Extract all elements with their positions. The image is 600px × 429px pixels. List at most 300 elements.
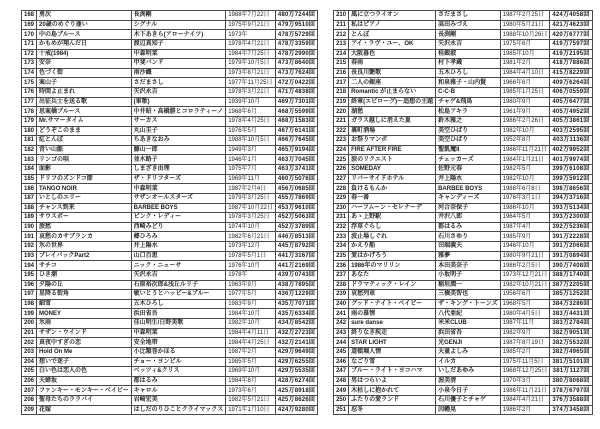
table-row (22, 242, 318, 252)
count-cell: 387万2205回 (550, 280, 592, 290)
title-cell: 大阪暮色 (349, 49, 436, 59)
rank-cell: 215 (334, 59, 349, 69)
rank-cell: 201 (22, 328, 37, 338)
table-row (22, 49, 318, 59)
table-row (334, 357, 592, 367)
date-cell: 1980年5月21日 (500, 20, 550, 30)
date-cell: 1982年10月 (226, 319, 276, 329)
date-cell: 1949年3月 (226, 145, 276, 155)
count-cell: 441万3167回 (275, 251, 317, 261)
artist-cell: 聖飢魔II (436, 145, 501, 155)
table-row (22, 270, 318, 280)
title-cell: チャンス到来 (37, 203, 132, 213)
table-row (22, 39, 318, 49)
table-row (334, 319, 592, 329)
rank-cell: 212 (334, 30, 349, 40)
count-cell: 478万5729回 (275, 30, 317, 40)
artist-cell: 井上陽水 (436, 174, 501, 184)
rank-cell: 248 (334, 376, 349, 386)
count-cell: 472万0422回 (275, 78, 317, 88)
table-row (334, 88, 592, 98)
title-cell: いとしのエリー (37, 193, 132, 203)
rank-cell: 230 (334, 203, 349, 213)
table-row (22, 155, 318, 165)
date-cell: 1987年2月 (226, 347, 276, 357)
table-row (334, 309, 592, 319)
table-row (22, 107, 318, 117)
title-cell: 星降る街角 (37, 290, 132, 300)
title-cell: 長良川艶歌 (349, 68, 436, 78)
count-cell: 429万6255回 (275, 357, 317, 367)
rank-cell: 187 (22, 193, 37, 203)
artist-cell: ザ・ドリフターズ (131, 174, 226, 184)
table-row (334, 290, 592, 300)
rank-cell: 246 (334, 357, 349, 367)
rank-cell: 186 (22, 184, 37, 194)
date-cell: 1988年7月22日 (226, 11, 276, 21)
artist-cell: 五木ひろし (131, 299, 226, 309)
rank-cell: 189 (22, 213, 37, 223)
artist-cell: 石原裕次郎&浅丘ルリ子 (131, 280, 226, 290)
table-row (334, 347, 592, 357)
title-cell: 夕陽の丘 (37, 280, 132, 290)
date-cell: 1988年10月26日 (500, 30, 550, 40)
artist-cell: 佐野元春 (436, 165, 501, 175)
count-cell: 478万3359回 (275, 39, 317, 49)
date-cell: 1987年4月 (500, 222, 550, 232)
table-row (22, 232, 318, 242)
table-row (22, 396, 318, 406)
artist-cell: 浜田省吾 (436, 328, 501, 338)
table-row (22, 116, 318, 126)
title-cell: とんぼ (349, 30, 436, 40)
date-cell: 1976年3月1日 (500, 193, 550, 203)
table-row (22, 376, 318, 386)
title-cell: 風に立つライオン (349, 11, 436, 21)
rank-cell: 231 (334, 213, 349, 223)
rank-cell: 184 (22, 165, 37, 175)
title-cell: sure danse (349, 319, 436, 329)
rank-cell: 236 (334, 261, 349, 271)
title-cell: 想いで迷子 (37, 357, 132, 367)
rank-cell: 174 (22, 68, 37, 78)
count-cell: 376万3588回 (550, 396, 592, 406)
date-cell: 1968年12月25日 (500, 367, 550, 377)
count-cell: 384万3286回 (550, 299, 592, 309)
count-cell: 478万2990回 (275, 49, 317, 59)
title-cell: 氷の世界 (37, 242, 132, 252)
count-cell: 378万6797回 (550, 386, 592, 396)
count-cell: 392万5236回 (550, 222, 592, 232)
table-row (334, 165, 592, 175)
artist-cell: BARBEE BOYS (131, 203, 226, 213)
title-cell: 哀愁のカサブランカ (37, 232, 132, 242)
count-cell: 435万7071回 (275, 299, 317, 309)
date-cell: 1982年10月 (500, 174, 550, 184)
title-cell: 勇次 (37, 11, 132, 21)
title-cell: 愛はかげろう (349, 251, 436, 261)
rank-cell: 208 (22, 396, 37, 406)
date-cell: 1974年10月 (226, 222, 276, 232)
date-cell: 1978年 (226, 270, 276, 280)
table-row (22, 11, 318, 21)
artist-cell: 並木路子 (131, 155, 226, 165)
artist-cell: 西崎みどり (131, 222, 226, 232)
ranking-table-right (333, 10, 592, 415)
date-cell: 1980年9月21日 (500, 251, 550, 261)
count-cell: 468万5599回 (275, 107, 317, 117)
count-cell: 382万9051回 (550, 328, 592, 338)
rank-cell: 204 (22, 357, 37, 367)
artist-cell: チャゲ&飛鳥 (436, 97, 501, 107)
date-cell: 1980年9月 (500, 97, 550, 107)
date-cell: 1987年2月25日 (500, 11, 550, 21)
date-cell: 1981年2月 (500, 59, 550, 69)
artist-cell: シグナル (131, 20, 226, 30)
rank-cell: 191 (22, 232, 37, 242)
title-cell: 男はつらいよ (349, 376, 436, 386)
rank-cell: 179 (22, 116, 37, 126)
count-cell: 399万5912回 (550, 174, 592, 184)
artist-cell: 八代亜紀 (436, 309, 501, 319)
table-row (22, 338, 318, 348)
rank-cell: 241 (334, 309, 349, 319)
table-row (334, 338, 592, 348)
date-cell: 1984年1月21日 (500, 155, 550, 165)
rank-cell: 213 (334, 39, 349, 49)
table-row (334, 367, 592, 377)
artist-cell: 本田美奈子 (436, 261, 501, 271)
artist-cell: BARBEE BOYS (436, 184, 501, 194)
date-cell: 1984年4月25日 (226, 338, 276, 348)
count-cell: 467万6141回 (275, 126, 317, 136)
date-cell: 1975年11月5日 (500, 357, 550, 367)
artist-cell: 井上陽水 (131, 242, 226, 252)
artist-cell: さだまさし (436, 11, 501, 21)
artist-cell: イルカ (436, 357, 501, 367)
title-cell: 二人の銀座 (349, 78, 436, 88)
table-row (22, 280, 318, 290)
artist-cell: 稲垣潤一 (436, 280, 501, 290)
rank-cell: 195 (22, 270, 37, 280)
rank-cell: 225 (334, 155, 349, 165)
date-cell: 1977年11月25日 (226, 78, 276, 88)
date-cell: 1969年11月 (226, 174, 276, 184)
artist-cell: 鈴木雅之 (436, 116, 501, 126)
rank-cell: 192 (22, 242, 37, 252)
count-cell: 390万7408回 (550, 261, 592, 271)
table-row (22, 319, 318, 329)
count-cell: 445万8792回 (275, 242, 317, 252)
count-cell: 415万8229回 (550, 68, 592, 78)
table-row (22, 20, 318, 30)
rank-cell: 183 (22, 155, 37, 165)
date-cell: 1985年2月 (500, 347, 550, 357)
date-cell: 1939年10月 (226, 97, 276, 107)
date-cell: 1975年6月 (500, 39, 550, 49)
rank-cell: 210 (334, 11, 349, 21)
count-cell: 460万5076回 (275, 174, 317, 184)
count-cell: 383万2784回 (550, 319, 592, 329)
table-row (334, 174, 592, 184)
date-cell: 1952年8月 (500, 136, 550, 146)
rank-cell: 176 (22, 88, 37, 98)
rank-cell: 251 (334, 405, 349, 415)
artist-cell: 高田みづえ (436, 20, 501, 30)
ranking-table-left (21, 10, 318, 415)
artist-cell: 藤山一郎 (131, 145, 226, 155)
title-cell: 浮草ぐらし (349, 222, 436, 232)
date-cell: 1986年2月 (500, 405, 550, 415)
count-cell: 432万2141回 (275, 338, 317, 348)
table-row (22, 328, 318, 338)
rank-cell: 177 (22, 97, 37, 107)
date-cell: 1973年12月21日 (500, 270, 550, 280)
count-cell: 465万9194回 (275, 145, 317, 155)
artist-cell: 長渕剛 (436, 30, 501, 40)
title-cell: 時間よ止まれ (37, 88, 132, 98)
rank-cell: 185 (22, 174, 37, 184)
date-cell: 1968年5月 (500, 299, 550, 309)
artist-cell: 田端義夫 (436, 242, 501, 252)
table-row (22, 136, 318, 146)
title-cell: MONEY (37, 309, 132, 319)
title-cell: SOMEDAY (349, 165, 436, 175)
title-cell: 真夜中すぎの恋 (37, 338, 132, 348)
artist-cell: ザ・キング・トーンズ (436, 299, 501, 309)
date-cell: 1973年12月 (226, 242, 276, 252)
count-cell: 466万7645回 (275, 136, 317, 146)
artist-cell: キャロル (131, 386, 226, 396)
artist-cell: 井沢八郎 (436, 213, 501, 223)
title-cell: 細雪 (37, 299, 132, 309)
ranking-table-right-body (334, 11, 592, 415)
date-cell: 1978年4月25日 (226, 116, 276, 126)
title-cell: 旅愁 (37, 222, 132, 232)
table-row (22, 405, 318, 415)
title-cell: FIRE AFTER FIRE (349, 145, 436, 155)
rank-cell: 232 (334, 222, 349, 232)
count-cell: 391万2228回 (550, 232, 592, 242)
artist-cell: 小坂明子 (436, 270, 501, 280)
date-cell: 1977年5月 (226, 290, 276, 300)
date-cell: 1975年7月 (226, 165, 276, 175)
rank-cell: 173 (22, 59, 37, 69)
title-cell: 道頓堀人情 (349, 347, 436, 357)
artist-cell: ちあきなおみ (131, 136, 226, 146)
rank-cell: 226 (334, 165, 349, 175)
count-cell: 434万8542回 (275, 319, 317, 329)
artist-cell: 郷ひろみ (131, 232, 226, 242)
table-row (22, 357, 318, 367)
artist-cell: 和泉雅子・山内賢 (436, 78, 501, 88)
count-cell: 405万6477回 (550, 97, 592, 107)
rank-cell: 219 (334, 97, 349, 107)
count-cell: 419万2195回 (550, 49, 592, 59)
table-row (22, 222, 318, 232)
count-cell: 419万7597回 (550, 39, 592, 49)
title-cell: Hold On Me (37, 347, 132, 357)
date-cell: 1973年8月21日 (226, 68, 276, 78)
table-row (22, 126, 318, 136)
title-cell: お祭りマンボ (349, 136, 436, 146)
title-cell: どうぞこのまま (37, 126, 132, 136)
date-cell: 1985年5月 (226, 357, 276, 367)
date-cell: 1987年10月22日 (226, 203, 276, 213)
count-cell: 382万5532回 (550, 338, 592, 348)
rank-cell: 238 (334, 280, 349, 290)
title-cell: リンゴの唄 (37, 155, 132, 165)
table-row (334, 251, 592, 261)
artist-cell: 岩崎宏美 (131, 396, 226, 406)
title-cell: 面影 (37, 165, 132, 175)
count-cell: 418万7886回 (550, 59, 592, 69)
date-cell: 1982年5月 (500, 165, 550, 175)
artist-cell: 石川優子とチャゲ (436, 396, 501, 406)
date-cell: 1970年3月 (500, 376, 550, 386)
title-cell: 夫婦坂 (37, 376, 132, 386)
title-cell: 雨の慕情 (349, 309, 436, 319)
title-cell: 春雨 (349, 59, 436, 69)
count-cell: 425万8918回 (275, 386, 317, 396)
count-cell: 456万0685回 (275, 184, 317, 194)
title-cell: 私はピアノ (349, 20, 436, 30)
artist-cell: ピンク・レディー (131, 213, 226, 223)
table-row (334, 280, 592, 290)
table-row (22, 251, 318, 261)
rank-cell: 182 (22, 145, 37, 155)
count-cell: 428万6274回 (275, 376, 317, 386)
artist-cell: 長渕剛 (131, 11, 226, 21)
rank-cell: 209 (22, 405, 37, 415)
title-cell: 忍冬 (349, 405, 436, 415)
table-row (334, 405, 592, 415)
title-cell: なごり雪 (349, 357, 436, 367)
table-row (22, 145, 318, 155)
artist-cell: 天童よしみ (436, 347, 501, 357)
title-cell: 出征兵士を送る歌 (37, 97, 132, 107)
rank-cell: 245 (334, 347, 349, 357)
artist-cell: 小比類巻かほる (131, 347, 226, 357)
artist-cell: チョー・ヨンピル (131, 357, 226, 367)
date-cell: 1986年11月21日 (500, 145, 550, 155)
rank-cell: 169 (22, 20, 37, 30)
table-row (22, 347, 318, 357)
rank-cell: 205 (22, 367, 37, 377)
table-row (334, 396, 592, 406)
rank-cell: 188 (22, 203, 37, 213)
title-cell: 波止場しぐれ (349, 232, 436, 242)
rank-cell: 198 (22, 299, 37, 309)
title-cell: ひき潮 (37, 270, 132, 280)
title-cell: サザン・ウインド (37, 328, 132, 338)
date-cell: 1975年9月21日 (226, 20, 276, 30)
rank-cell: 243 (334, 328, 349, 338)
date-cell: 1971年1月10日 (226, 405, 276, 415)
count-cell: 463万3741回 (275, 165, 317, 175)
artist-cell: 安全地帯 (131, 338, 226, 348)
rank-cell: 220 (334, 107, 349, 117)
title-cell: Mr.サマータイム (37, 116, 132, 126)
rank-cell: 200 (22, 319, 37, 329)
title-cell: 紅とんぼ (37, 136, 132, 146)
date-cell: 1984年7月25日 (226, 49, 276, 59)
title-cell: ふたりの愛ランド (349, 396, 436, 406)
date-cell: 1978年5月1日 (226, 251, 276, 261)
title-cell: 安奈 (37, 59, 132, 69)
rank-cell: 199 (22, 309, 37, 319)
table-row (334, 222, 592, 232)
artist-cell: 山口百恵 (131, 251, 226, 261)
title-cell: ブルー・ライト・ヨコハマ (349, 367, 436, 377)
count-cell: 452万5063回 (275, 213, 317, 223)
table-row (334, 136, 592, 146)
artist-cell: サーカス (131, 116, 226, 126)
rank-cell: 227 (334, 174, 349, 184)
artist-cell: キャンディーズ (436, 193, 501, 203)
date-cell: 1946年10月 (500, 242, 550, 252)
rank-cell: 242 (334, 319, 349, 329)
count-cell: 398万8656回 (550, 184, 592, 194)
table-row (22, 309, 318, 319)
count-cell: 463万7045回 (275, 155, 317, 165)
date-cell: 1963年9月 (226, 280, 276, 290)
date-cell: 1976年10月 (226, 261, 276, 271)
rank-cell: 214 (334, 49, 349, 59)
date-cell: 1964年5月 (500, 213, 550, 223)
artist-cell: 松島アキラ (436, 107, 501, 117)
rank-cell: 170 (22, 30, 37, 40)
title-cell: ガラス越しに消えた夏 (349, 116, 436, 126)
rank-cell: 247 (334, 367, 349, 377)
rank-cell: 218 (334, 88, 349, 98)
table-row (334, 107, 592, 117)
rank-cell: 168 (22, 11, 37, 21)
date-cell: 1984年4月21日 (500, 396, 550, 406)
rank-cell: 222 (334, 126, 349, 136)
artist-cell: 中井昭・高橋勝とコロラティーノ (131, 107, 226, 117)
table-row (334, 49, 592, 59)
title-cell: 20歳のめぐり逢い (37, 20, 132, 30)
table-row (22, 68, 318, 78)
table-row (22, 59, 318, 69)
table-row (334, 193, 592, 203)
title-cell: ドラマティック・レイン (349, 280, 436, 290)
count-cell: 405万4952回 (550, 107, 592, 117)
artist-cell: 矢沢永吉 (131, 88, 226, 98)
title-cell: かえり船 (349, 242, 436, 252)
artist-cell: 矢沢永吉 (131, 270, 226, 280)
count-cell: 406万0559回 (550, 88, 592, 98)
date-cell: 1968年6月 (226, 107, 276, 117)
count-cell: 383万4431回 (550, 309, 592, 319)
title-cell: 負けるもんか (349, 184, 436, 194)
title-cell: グッド・ナイト・ベイビー (349, 299, 436, 309)
artist-cell: 石川さゆり (436, 232, 501, 242)
count-cell: 469万7301回 (275, 97, 317, 107)
artist-cell: しまざき由理 (131, 165, 226, 175)
artist-cell: 三橋美智也 (436, 290, 501, 300)
artist-cell: 丸山圭子 (131, 126, 226, 136)
artist-cell: 美空ひばり (436, 136, 501, 146)
rank-cell: 228 (334, 184, 349, 194)
rank-cell: 190 (22, 222, 37, 232)
date-cell: 1984年8月 (226, 376, 276, 386)
rank-cell: 181 (22, 136, 37, 146)
rank-cell: 178 (22, 107, 37, 117)
rank-cell: 171 (22, 39, 37, 49)
artist-cell: 都はるみ (436, 222, 501, 232)
